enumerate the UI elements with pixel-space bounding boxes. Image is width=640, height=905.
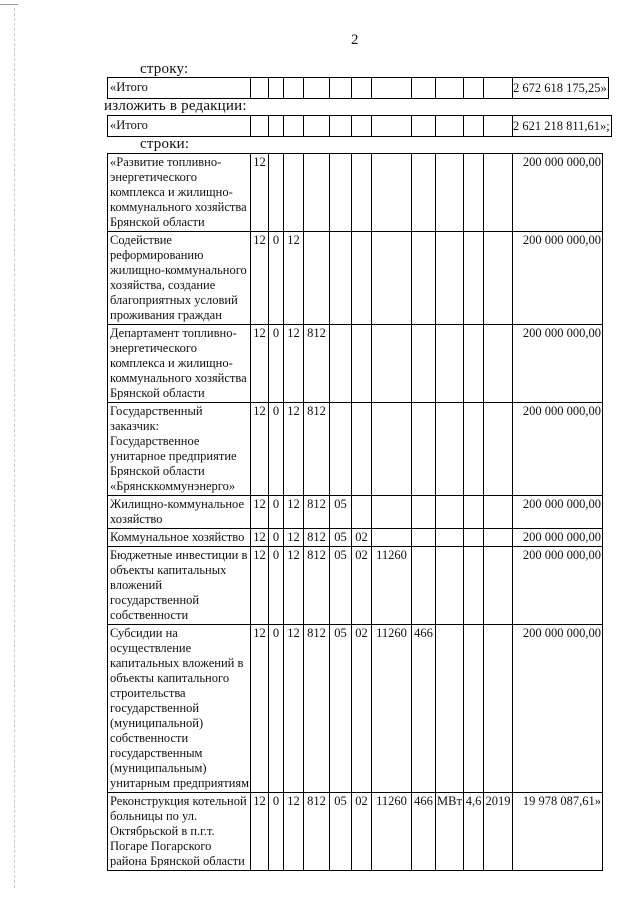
- table-row: [108, 529, 603, 547]
- code-cell-c5: 05: [330, 547, 352, 625]
- row-description: Департамент топливно-энергетического комплекса и жилищно-коммунального хозяйства Брянской области: [108, 325, 251, 403]
- code-cell-c8: [412, 529, 436, 547]
- table-row: [108, 154, 603, 232]
- code-cell-c1: 12: [251, 325, 269, 403]
- code-cell-c7: 11260: [372, 793, 412, 871]
- code-cell-c5: 05: [330, 793, 352, 871]
- table-row: [108, 496, 603, 529]
- code-cell-c3: 12: [284, 547, 304, 625]
- row-description: «Развитие топливно-энергетического комплекса и жилищно-коммунального хозяйства Брянской области: [108, 154, 251, 232]
- code-cell-c4: [304, 232, 330, 325]
- code-cell-c2: 0: [269, 793, 284, 871]
- code-cell-c2: 0: [269, 547, 284, 625]
- code-cell-c10: [464, 496, 484, 529]
- code-cell-c6: 02: [352, 547, 372, 625]
- code-cell-c1: 12: [251, 547, 269, 625]
- binding-margin-line: [14, 8, 15, 888]
- code-cell-c5: 05: [330, 496, 352, 529]
- code-cell-c11: [484, 529, 513, 547]
- code-cell-c2: 0: [269, 529, 284, 547]
- code-cell-c10: [464, 325, 484, 403]
- code-cell-c6: [352, 496, 372, 529]
- row-description: Коммунальное хозяйство: [108, 529, 251, 547]
- row-description: Государственный заказчик: Государственное унитарное предприятие Брянской области «Брянсккоммунэнерго»: [108, 403, 251, 496]
- code-cell-c1: 12: [251, 232, 269, 325]
- code-cell-c10: [464, 154, 484, 232]
- code-cell-c4: 812: [304, 625, 330, 793]
- code-cell-c7: [372, 154, 412, 232]
- row-description: Жилищно-коммунальное хозяйство: [108, 496, 251, 529]
- code-cell-c1: 12: [251, 529, 269, 547]
- table-row: [108, 625, 603, 793]
- row-amount: 200 000 000,00: [513, 154, 603, 232]
- code-cell-c4: [304, 154, 330, 232]
- code-cell-c11: [484, 232, 513, 325]
- code-cell-c11: [484, 325, 513, 403]
- code-cell-c9: [436, 547, 464, 625]
- row-amount: 200 000 000,00: [513, 547, 603, 625]
- code-cell-c2: 0: [269, 325, 284, 403]
- caption-first: строку:: [140, 61, 189, 77]
- code-cell-c10: [464, 403, 484, 496]
- code-cell-c8: [412, 403, 436, 496]
- old-total-table: [107, 77, 609, 99]
- old-total-amount: 2 672 618 175,25»: [513, 78, 609, 99]
- code-cell-c4: 812: [304, 325, 330, 403]
- code-cell-c5: [330, 325, 352, 403]
- code-cell-c6: 02: [352, 625, 372, 793]
- code-cell-c1: 12: [251, 793, 269, 871]
- code-cell-c6: 02: [352, 793, 372, 871]
- code-cell-c7: 11260: [372, 625, 412, 793]
- code-cell-c11: [484, 154, 513, 232]
- code-cell-c11: [484, 403, 513, 496]
- table-row: [108, 547, 603, 625]
- code-cell-c6: [352, 325, 372, 403]
- code-cell-c9: [436, 403, 464, 496]
- code-cell-c1: 12: [251, 154, 269, 232]
- code-cell-c9: [436, 496, 464, 529]
- code-cell-c11: [484, 625, 513, 793]
- code-cell-c9: [436, 625, 464, 793]
- code-cell-c1: 12: [251, 496, 269, 529]
- row-description: Содействие реформированию жилищно-коммунального хозяйства, создание благоприятных условий проживания граждан: [108, 232, 251, 325]
- code-cell-c11: [484, 547, 513, 625]
- code-cell-c8: 466: [412, 625, 436, 793]
- code-cell-c7: [372, 403, 412, 496]
- code-cell-c6: [352, 154, 372, 232]
- code-cell-c4: 812: [304, 547, 330, 625]
- code-cell-c9: [436, 154, 464, 232]
- row-amount: 200 000 000,00: [513, 496, 603, 529]
- table-row: [108, 325, 603, 403]
- code-cell-c3: 12: [284, 625, 304, 793]
- code-cell-c3: 12: [284, 496, 304, 529]
- row-amount: 200 000 000,00: [513, 529, 603, 547]
- code-cell-c8: 466: [412, 793, 436, 871]
- row-amount: 19 978 087,61»: [513, 793, 603, 871]
- code-cell-c8: [412, 325, 436, 403]
- code-cell-c9: [436, 232, 464, 325]
- scan-mark: [0, 4, 18, 5]
- new-total-row: [108, 116, 612, 137]
- code-cell-c10: [464, 547, 484, 625]
- table-row: [108, 793, 603, 871]
- row-description: Реконструкция котельной больницы по ул. Октябрьской в п.г.т. Погаре Погарского района Брянской области: [108, 793, 251, 871]
- code-cell-c3: 12: [284, 232, 304, 325]
- code-cell-c2: 0: [269, 403, 284, 496]
- code-cell-c10: [464, 625, 484, 793]
- old-total-row: [108, 78, 609, 99]
- code-cell-c3: 12: [284, 325, 304, 403]
- row-amount: 200 000 000,00: [513, 625, 603, 793]
- code-cell-c8: [412, 496, 436, 529]
- code-cell-c2: 0: [269, 232, 284, 325]
- code-cell-c5: 05: [330, 529, 352, 547]
- code-cell-c11: [484, 496, 513, 529]
- row-amount: 200 000 000,00: [513, 403, 603, 496]
- code-cell-c5: [330, 403, 352, 496]
- code-cell-c7: [372, 529, 412, 547]
- code-cell-c8: [412, 232, 436, 325]
- caption-second: изложить в редакции:: [104, 98, 247, 114]
- code-cell-c11: 2019: [484, 793, 513, 871]
- code-cell-c6: [352, 232, 372, 325]
- old-total-label: «Итого: [108, 78, 251, 99]
- code-cell-c3: 12: [284, 403, 304, 496]
- code-cell-c7: [372, 232, 412, 325]
- row-amount: 200 000 000,00: [513, 232, 603, 325]
- row-description: Субсидии на осуществление капитальных вложений в объекты капитального строительства государственной (муниципальной) собственности государственным (муниципальным) унитарным предприятиям: [108, 625, 251, 793]
- code-cell-c3: [284, 154, 304, 232]
- program-table: [107, 153, 603, 871]
- row-description: Бюджетные инвестиции в объекты капитальных вложений государственной собственности: [108, 547, 251, 625]
- code-cell-c4: 812: [304, 793, 330, 871]
- new-total-table: [107, 115, 612, 137]
- code-cell-c9: [436, 325, 464, 403]
- code-cell-c4: 812: [304, 403, 330, 496]
- new-total-label: «Итого: [108, 116, 251, 137]
- page-number: 2: [351, 32, 359, 48]
- code-cell-c2: [269, 154, 284, 232]
- table-row: [108, 403, 603, 496]
- code-cell-c2: 0: [269, 496, 284, 529]
- code-cell-c3: 12: [284, 529, 304, 547]
- code-cell-c4: 812: [304, 529, 330, 547]
- code-cell-c7: [372, 496, 412, 529]
- row-amount: 200 000 000,00: [513, 325, 603, 403]
- code-cell-c4: 812: [304, 496, 330, 529]
- code-cell-c6: 02: [352, 529, 372, 547]
- code-cell-c5: 05: [330, 625, 352, 793]
- caption-third: строки:: [140, 136, 190, 152]
- code-cell-c1: 12: [251, 403, 269, 496]
- code-cell-c8: [412, 154, 436, 232]
- code-cell-c1: 12: [251, 625, 269, 793]
- code-cell-c6: [352, 403, 372, 496]
- code-cell-c10: [464, 232, 484, 325]
- code-cell-c9: МВт: [436, 793, 464, 871]
- code-cell-c5: [330, 232, 352, 325]
- code-cell-c9: [436, 529, 464, 547]
- table-row: [108, 232, 603, 325]
- code-cell-c5: [330, 154, 352, 232]
- code-cell-c8: [412, 547, 436, 625]
- code-cell-c7: [372, 325, 412, 403]
- new-total-amount: 2 621 218 811,61»;: [513, 116, 612, 137]
- code-cell-c2: 0: [269, 625, 284, 793]
- code-cell-c7: 11260: [372, 547, 412, 625]
- code-cell-c3: 12: [284, 793, 304, 871]
- code-cell-c10: [464, 529, 484, 547]
- code-cell-c10: 4,6: [464, 793, 484, 871]
